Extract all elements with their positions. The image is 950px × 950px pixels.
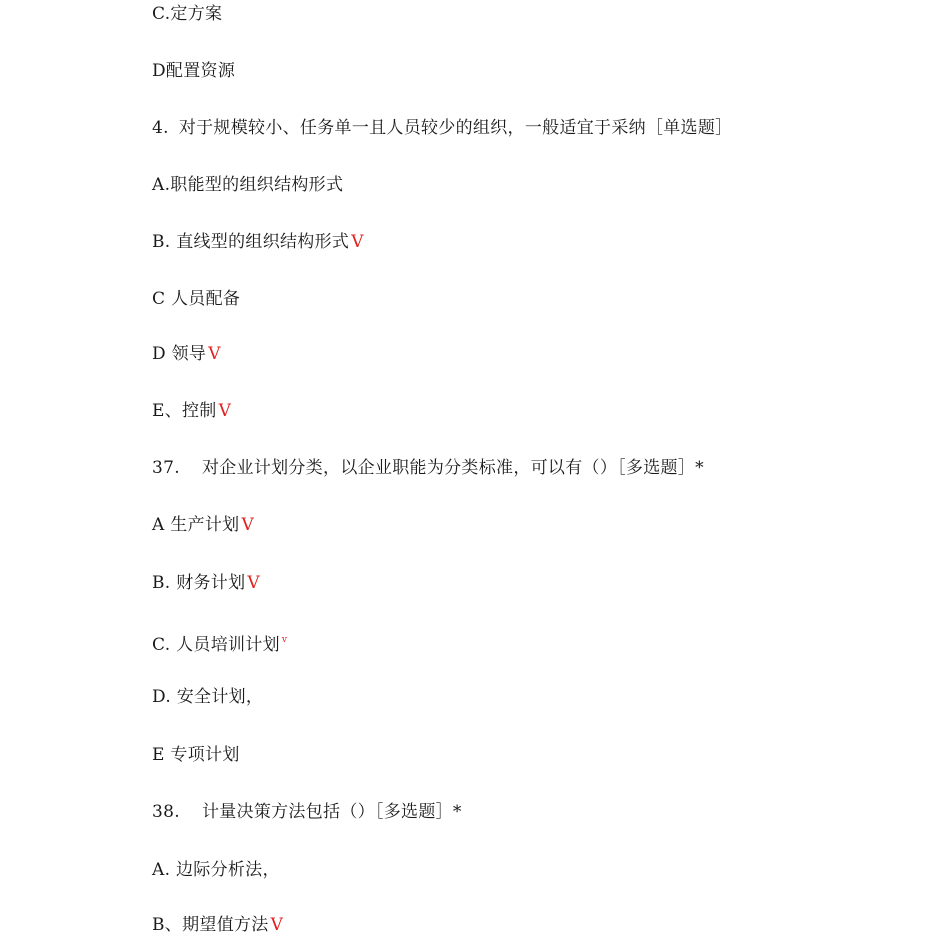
option-text: B. 直线型的组织结构形式 — [152, 232, 350, 252]
question-4 — [152, 117, 732, 139]
correct-mark: V — [247, 573, 260, 593]
option-a-marginal-analysis — [152, 859, 280, 881]
correct-mark: V — [218, 401, 232, 421]
option-text: D 领导 — [152, 344, 207, 364]
question-text: 对于规模较小、任务单一且人员较少的组织，一般适宜于采纳［单选题］ — [178, 118, 733, 138]
option-c-define-plan — [152, 3, 222, 25]
option-d-allocate-resources — [152, 60, 235, 82]
option-c-staffing — [152, 288, 240, 310]
option-a-production-plan — [152, 514, 254, 536]
correct-mark: V — [351, 232, 364, 252]
option-text: A. 边际分析法， — [152, 860, 280, 880]
option-text: D配置资源 — [152, 61, 236, 81]
option-d-leading — [152, 343, 221, 365]
correct-mark: V — [208, 344, 221, 364]
option-text: B. 财务计划 — [152, 573, 246, 593]
option-text: A.职能型的组织结构形式 — [152, 175, 344, 195]
question-text: 计量决策方法包括（）［多选题］* — [201, 802, 462, 822]
option-text: E 专项计划 — [152, 745, 240, 765]
question-number: 37. — [152, 458, 180, 478]
option-e-special-plan — [152, 744, 240, 766]
option-text: C.定方案 — [152, 4, 223, 24]
option-b-linear-structure — [152, 231, 364, 253]
question-37 — [152, 457, 704, 479]
question-38 — [152, 801, 462, 823]
option-text: B、期望值方法 — [152, 915, 269, 935]
option-b-finance-plan — [152, 572, 260, 594]
option-text: C. 人员培训计划 — [152, 635, 280, 655]
option-b-expected-value — [152, 914, 283, 936]
option-e-control — [152, 400, 231, 422]
correct-mark: V — [241, 515, 255, 535]
option-text: C 人员配备 — [152, 289, 241, 309]
option-a-functional-structure — [152, 174, 343, 196]
question-text: 对企业计划分类，以企业职能为分类标准，可以有（）［多选题］* — [201, 458, 704, 478]
option-text: D. 安全计划， — [152, 687, 264, 707]
correct-mark: V — [270, 915, 284, 935]
correct-mark: v — [281, 635, 288, 645]
question-number: 4. — [152, 118, 169, 138]
option-c-training-plan — [152, 629, 287, 656]
option-d-safety-plan — [152, 686, 263, 708]
option-text: E、控制 — [152, 401, 217, 421]
option-text: A 生产计划 — [152, 515, 240, 535]
question-number: 38. — [152, 802, 180, 822]
